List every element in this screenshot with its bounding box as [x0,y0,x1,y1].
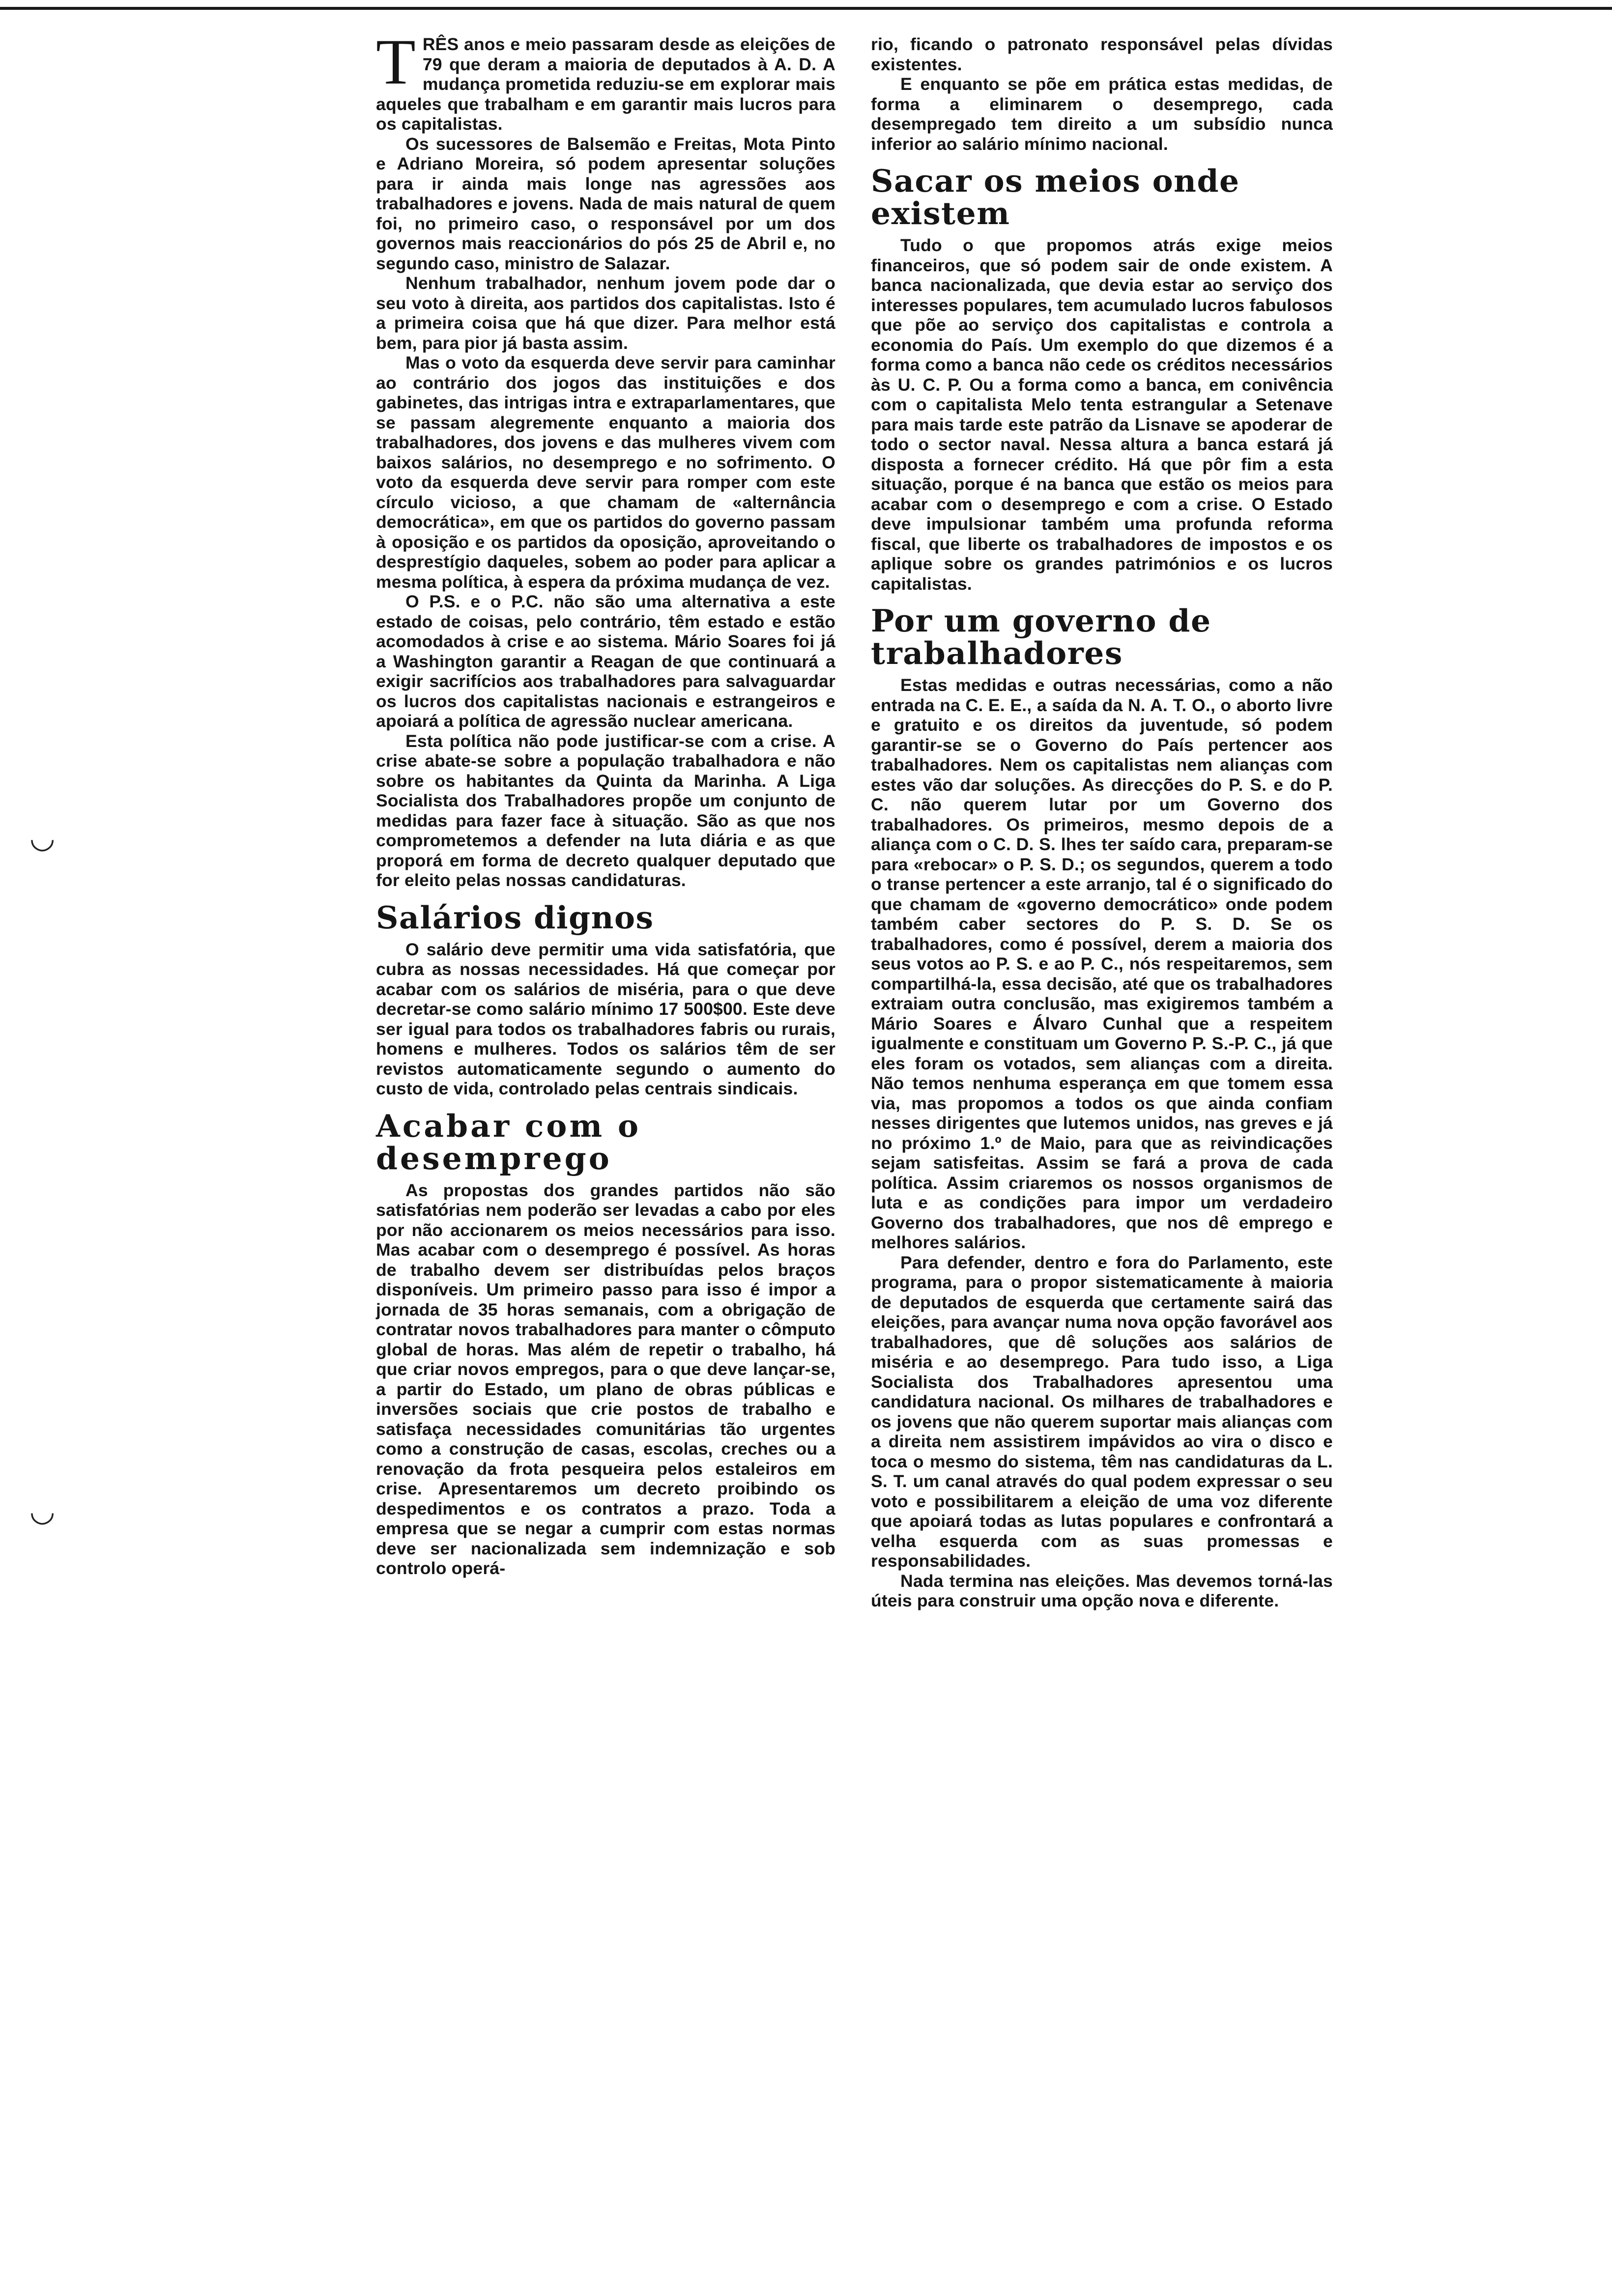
section-heading-desemprego: Acabar com o desemprego [376,1107,641,1177]
article-column-right [871,34,1333,1611]
drop-cap: T [376,26,416,98]
body-paragraph: Nenhum trabalhador, nenhum jovem pode dar o seu voto à direita, aos partidos dos capitalistas. Isto é a primeira coisa que há que dizer. Para melhor está bem, para pior já basta assim. [376,273,835,353]
body-paragraph: Mas o voto da esquerda deve servir para caminhar ao contrário dos jogos das instituições e dos gabinetes, das intrigas intra e extraparlamentares, que se passam alegremente enquanto a maioria dos trabalhadores, dos jovens e das mulheres vivem com baixos salários, no desemprego e no sofrimento. O voto da esquerda deve servir para romper com este círculo vicioso, a que chamam de «alternância democrática», em que os partidos do governo passam à oposição e os partidos da oposição, aproveitando o desprestígio daqueles, sobem ao poder para aplicar a mesma política, à espera da próxima mudança de vez. [376,353,835,592]
section-heading-salarios: Salários dignos [376,899,654,936]
article-column-left [376,26,835,1578]
body-paragraph: rio, ficando o patronato responsável pelas dívidas existentes. [871,34,1333,74]
body-paragraph: Tudo o que propomos atrás exige meios financeiros, que só podem sair de onde existem. A banca nacionalizada, que devia estar ao serviço dos interesses populares, tem acumulado lucros fabulosos que põe ao serviço dos capitalistas e controla a economia do País. Um exemplo do que dizemos é a forma como a banca não cede os créditos necessários às U. C. P. Ou a forma como a banca, em conivência com o capitalista Melo tenta estrangular a Setenave para mais tarde este patrão da Lisnave se apoderar de todo o sector naval. Nessa altura a banca estará já disposta a fornecer crédito. Há que pôr fim a esta situação, porque é na banca que estão os meios para acabar com o desemprego e com a crise. O Estado deve impulsionar também uma profunda reforma fiscal, que liberte os trabalhadores de impostos e os aplique sobre os grandes patrimónios e os lucros capitalistas. [871,235,1333,594]
hole-punch-mark-upper: ◡ [29,821,56,855]
body-paragraph: E enquanto se põe em prática estas medidas, de forma a eliminarem o desemprego, cada desempregado tem direito a um subsídio nunca inferior ao salário mínimo nacional. [871,74,1333,154]
intro-text: RÊS anos e meio passaram desde as eleições de 79 que deram a maioria de deputados à A. D. A mudança prometida reduziu-se em explorar mais aqueles que trabalham e em garantir mais lucros para os capitalistas. [376,34,835,134]
body-paragraph: Esta política não pode justificar-se com a crise. A crise abate-se sobre a população trabalhadora e não sobre os habitantes da Quinta da Marinha. A Liga Socialista dos Trabalhadores propõe um conjunto de medidas para fazer face à situação. São as que nos comprometemos a defender na luta diária e as que proporá em forma de decreto qualquer deputado que for eleito pelas nossas candidaturas. [376,731,835,890]
top-rule [0,7,1612,10]
hole-punch-mark-lower: ◡ [29,1494,56,1528]
body-paragraph: As propostas dos grandes partidos não são satisfatórias nem poderão ser levadas a cabo por eles por não accionarem os meios necessários para isso. Mas acabar com o desemprego é possível. As horas de trabalho devem ser distribuídas pelos braços disponíveis. Um primeiro passo para isso é impor a jornada de 35 horas semanais, com a obrigação de contratar novos trabalhadores para manter o cômputo global de horas. Mas além de repetir o trabalho, há que criar novos empregos, para o que deve lançar-se, a partir do Estado, um plano de obras públicas e inversões sociais que crie postos de trabalho e satisfaça necessidades comunitárias tão urgentes como a construção de casas, escolas, creches ou a renovação da frota pesqueira pelos estaleiros em crise. Apresentaremos um decreto proibindo os despedimentos e os contratos a prazo. Toda a empresa que se negar a cumprir com estas normas deve ser nacionalizada sem indemnização e sob controlo operá- [376,1180,835,1578]
body-paragraph: Nada termina nas eleições. Mas devemos torná-las úteis para construir uma opção nova e diferente. [871,1571,1333,1610]
body-paragraph: Os sucessores de Balsemão e Freitas, Mota Pinto e Adriano Moreira, só podem apresentar soluções para ir ainda mais longe nas agressões aos trabalhadores e jovens. Nada de mais natural de quem foi, no primeiro caso, o responsável por um dos governos mais reaccionários do pós 25 de Abril e, no segundo caso, ministro de Salazar. [376,134,835,273]
body-paragraph: Para defender, dentro e fora do Parlamento, este programa, para o propor sistematicamente à maioria de deputados de esquerda que certamente sairá das eleições, para avançar numa nova opção favorável aos trabalhadores, que dê soluções aos salários de miséria e ao desemprego. Para tudo isso, a Liga Socialista dos Trabalhadores apresentou uma candidatura nacional. Os milhares de trabalhadores e os jovens que não querem suportar mais alianças com a direita nem assistirem impávidos ao vira o disco e toca o mesmo do sistema, têm nas candidaturas da L. S. T. um canal através do qual podem expressar o seu voto e possibilitarem a eleição de uma voz diferente que apoiará todas as lutas populares e confrontará a velha esquerda com as suas promessas e responsabilidades. [871,1252,1333,1571]
body-paragraph: Estas medidas e outras necessárias, como a não entrada na C. E. E., a saída da N. A. T. O., o aborto livre e gratuito e os direitos da juventude, só podem garantir-se se o Governo do País pertencer aos trabalhadores. Nem os capitalistas nem alianças com estes vão dar soluções. As direcções do P. S. e do P. C. não querem lutar por um Governo dos trabalhadores. Os primeiros, mesmo depois de a aliança com o C. D. S. lhes ter saído cara, preparam-se para «rebocar» o P. S. D.; os segundos, querem a todo o transe pertencer a este arranjo, tal é o significado do que chamam de «governo democrático» onde podem também caber sectores do P. S. D. Se os trabalhadores, como é possível, derem a maioria dos seus votos ao P. S. e ao P. C., nós respeitaremos, sem compartilhá-la, essa decisão, até que os trabalhadores extraiam outra conclusão, mas exigiremos também a Mário Soares e Álvaro Cunhal que a respeitem igualmente e constituam um Governo P. S.-P. C., já que eles foram os votados, sem alianças com a direita. Não temos nenhuma esperança em que tomem essa via, mas propomos a todos os que ainda confiam nesses dirigentes que lutemos unidos, nas greves e já no próximo 1.º de Maio, para que as reivindicações sejam satisfeitas. Assim se fará a prova de cada política. Assim criaremos os nossos organismos de luta e as condições para impor um verdadeiro Governo dos trabalhadores, que nos dê emprego e melhores salários. [871,675,1333,1252]
intro-paragraph [376,26,835,134]
body-paragraph: O salário deve permitir uma vida satisfatória, que cubra as nossas necessidades. Há que começar por acabar com os salários de miséria, para o que deve decretar-se como salário mínimo 17 500$00. Este deve ser igual para todos os trabalhadores fabris ou rurais, homens e mulheres. Todos os salários têm de ser revistos automaticamente segundo o aumento do custo de vida, controlado pelas centrais sindicais. [376,939,835,1098]
section-heading-meios: Sacar os meios onde existem [871,163,1240,231]
body-paragraph: O P.S. e o P.C. não são uma alternativa a este estado de coisas, pelo contrário, têm estado e estão acomodados à crise e ao sistema. Mário Soares foi já a Washington garantir a Reagan de que continuará a exigir sacrifícios aos trabalhadores para salvaguardar os lucros dos capitalistas nacionais e estrangeiros e apoiará a política de agressão nuclear americana. [376,592,835,731]
section-heading-governo: Por um governo de trabalhadores [871,603,1211,671]
